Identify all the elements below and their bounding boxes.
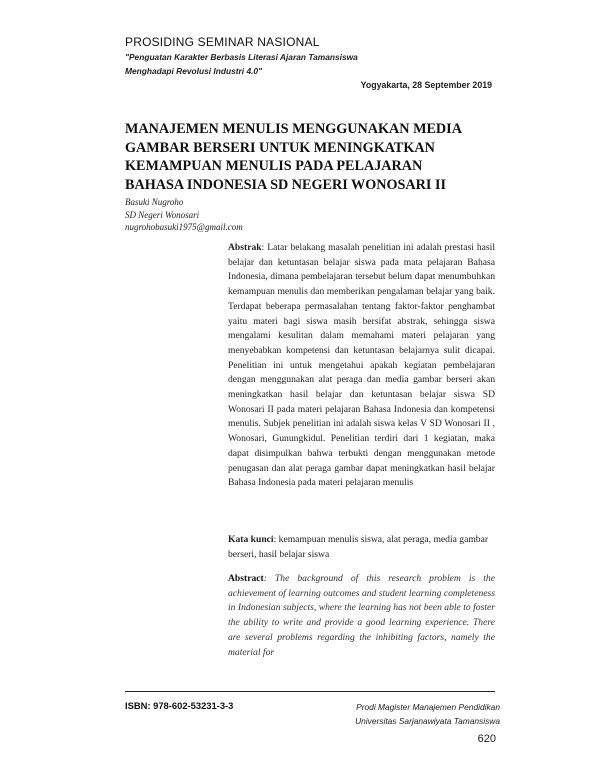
paper-title-line: BAHASA INDONESIA SD NEGERI WONOSARI II — [125, 176, 447, 193]
abstract-label: Abstrak — [228, 242, 262, 253]
abstract-en-label: Abstract — [228, 573, 264, 584]
abstract-indonesian — [228, 241, 495, 491]
author-name: Basuki Nugroho — [125, 197, 184, 207]
abstract-en-body: : The background of this research problem is the achievement of learning outcomes and student learning completeness in Indonesian subjects, where the learning has not been able to foster the ability to write and provide a good learning experience. There are several problems regarding the inhibiting factors, namely the material for — [228, 573, 495, 658]
paper-title-line: MANAJEMEN MENULIS MENGGUNAKAN MEDIA — [125, 121, 462, 137]
footer-affiliation-line-1: Prodi Magister Manajemen Pendidikan — [356, 702, 500, 712]
conference-title: PROSIDING SEMINAR NASIONAL — [125, 35, 320, 49]
page-number: 620 — [477, 733, 496, 745]
paper-title — [125, 120, 485, 194]
abstract-english — [228, 572, 495, 660]
conference-date: Yogyakarta, 28 September 2019 — [360, 80, 492, 90]
keywords-indonesian — [228, 533, 495, 562]
isbn: ISBN: 978-602-53231-3-3 — [125, 700, 234, 711]
keywords-label: Kata kunci — [228, 534, 274, 545]
paper-title-line: GAMBAR BERSERI UNTUK MENINGKATKAN — [125, 139, 435, 156]
keywords-body: : kemampuan menulis siswa, alat peraga, media gambar berseri, hasil belajar siswa — [228, 534, 489, 560]
author-institution: SD Negeri Wonosari — [125, 209, 200, 220]
paper-title-line: KEMAMPUAN MENULIS PADA PELAJARAN — [125, 158, 423, 174]
footer-divider — [125, 691, 495, 692]
conference-theme-line-1: "Penguatan Karakter Berbasis Literasi Ajaran Tamansiswa — [125, 52, 358, 62]
author-block — [125, 196, 243, 234]
author-email: nugrohobasuki1975@gmail.com — [125, 222, 243, 232]
conference-theme-line-2: Menghadapi Revolusi Industri 4.0" — [125, 66, 263, 76]
footer-affiliation-line-2: Universitas Sarjanawiyata Tamansiswa — [355, 716, 500, 726]
abstract-body: : Latar belakang masalah penelitian ini adalah prestasi hasil belajar dan ketuntasan belajar siswa pada mata pelajaran Bahasa Indonesia, dimana pembelajaran tersebut belum dapat menumbuhkan kemampuan menulis dan memberikan pengalaman belajar yang baik. Terdapat beberapa permasalahan tentang faktor-faktor penghambat yaitu materi bagi siswa masih bersifat abstrak, sehingga siswa mengalami kesulitan dalam memahami materi pelajaran yang menyebabkan kompetensi dan ketuntasan belajarnya sulit dicapai. Penelitian ini untuk mengetahui apakah kegiatan pembelajaran dengan menggunakan alat peraga dan media gambar berseri akan meningkatkan hasil belajar dan ketuntasan belajar siswa SD Wonosari II pada materi pelajaran Bahasa Indonesia dan kompetensi menulis. Subjek penelitian ini adalah siswa kelas V SD Wonosari II , Wonosari, Gunungkidul. Penelitian terdiri dari 1 kegiatan, maka dapat disimpulkan bahwa terbukti dengan menggunakan metode penugasan dan alat peraga gambar dapat meningkatkan hasil belajar Bahasa Indonesia pada materi pelajaran menulis — [228, 242, 495, 489]
